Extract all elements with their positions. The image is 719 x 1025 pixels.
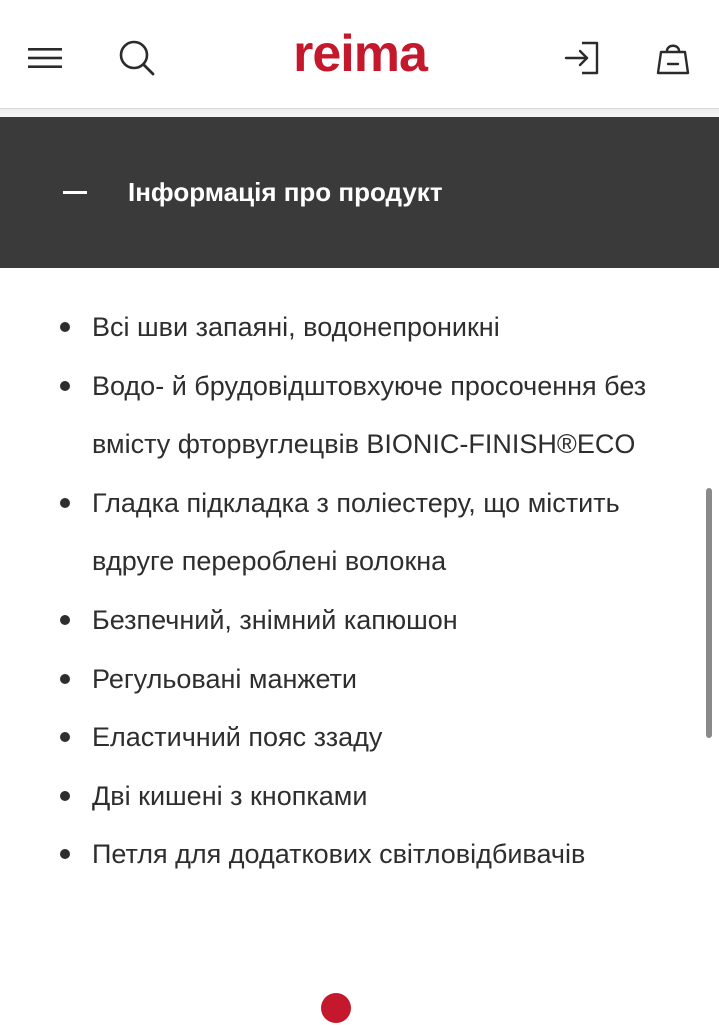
bullet-icon — [60, 791, 70, 801]
search-button[interactable] — [109, 30, 165, 86]
site-header — [0, 0, 719, 109]
bullet-icon — [60, 674, 70, 684]
list-item — [0, 357, 719, 474]
cut-off-heading — [46, 985, 446, 1025]
menu-button[interactable] — [18, 30, 74, 86]
hamburger-menu-icon — [28, 46, 64, 70]
feature-text: Еластичний пояс ззаду — [92, 722, 383, 753]
scrollbar-thumb[interactable] — [706, 488, 712, 738]
shopping-bag-icon — [656, 40, 690, 76]
feature-text: Регульовані манжети — [92, 663, 358, 694]
product-info-accordion[interactable] — [0, 117, 719, 268]
list-item — [0, 298, 719, 357]
bullet-icon — [60, 615, 70, 625]
bullet-icon — [60, 322, 70, 332]
bullet-icon — [60, 381, 70, 391]
login-button[interactable] — [554, 30, 610, 86]
list-item — [0, 650, 719, 709]
bullet-icon — [60, 732, 70, 742]
brand-logo[interactable]: reima — [293, 25, 427, 83]
accordion-title[interactable]: Інформація про продукт — [128, 177, 443, 207]
feature-text: Гладка підкладка з поліестеру, що містить вдруге перероблені волокна — [92, 487, 620, 577]
header-divider — [0, 109, 719, 117]
feature-list — [0, 298, 719, 884]
feature-text: Петля для додаткових світловідбивачів — [92, 839, 586, 870]
accordion-toggle[interactable] — [58, 175, 92, 209]
list-item — [0, 591, 719, 650]
list-item — [0, 708, 719, 767]
feature-text: Безпечний, знімний капюшон — [92, 604, 458, 635]
login-icon — [564, 41, 600, 75]
feature-text: Всі шви запаяні, водонепроникні — [92, 312, 500, 342]
next-section-heading-cut — [46, 985, 446, 1025]
minus-icon — [63, 191, 87, 194]
feature-text: Дві кишені з кнопками — [92, 780, 368, 811]
search-icon — [118, 39, 156, 77]
list-item — [0, 767, 719, 826]
cart-button[interactable] — [645, 30, 701, 86]
list-item — [0, 825, 719, 884]
bullet-icon — [60, 849, 70, 859]
list-item — [0, 474, 719, 591]
info-badge-icon — [321, 993, 351, 1023]
bullet-icon — [60, 498, 70, 508]
feature-text: Водо- й брудовідштовхуюче просочення без вмісту фторвуглецвів BIONIC-FINISH®ECO — [92, 370, 647, 460]
